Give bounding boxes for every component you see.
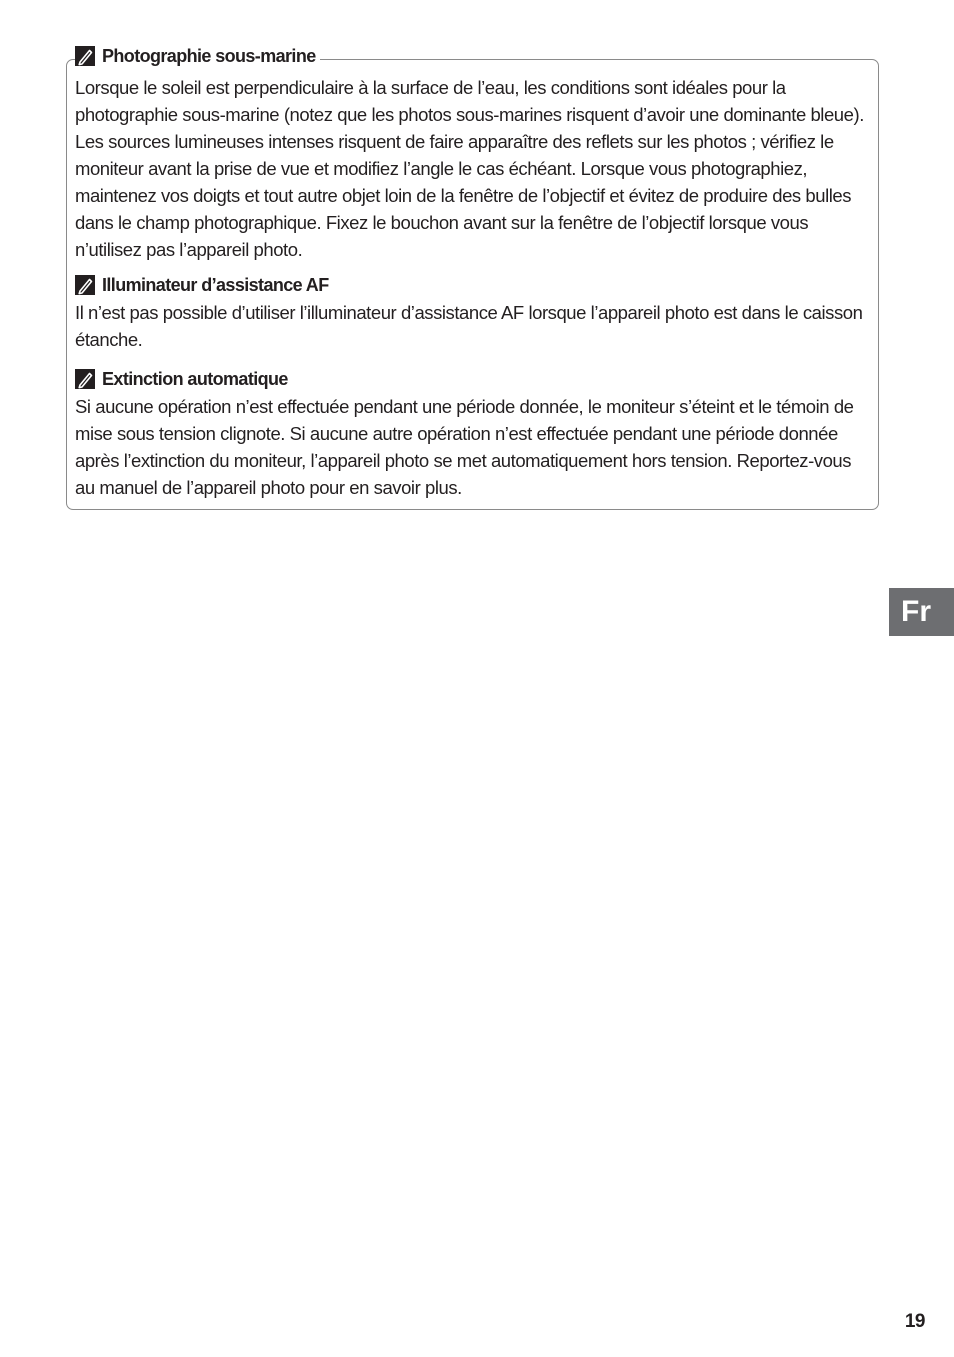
note-title-text: Illuminateur d’assistance AF	[102, 274, 329, 295]
page-number: 19	[904, 1311, 925, 1332]
pencil-note-icon	[75, 46, 95, 66]
note-title-underwater	[75, 45, 320, 67]
note-underwater	[75, 45, 875, 263]
note-body: Lorsque le soleil est perpendiculaire à la surface de l’eau, les conditions sont idéales pour la photographie sous-marine (notez que les photos sous-marines risquent d’avoir une dominante bleue). Les sources lumineuses intenses risquent de faire apparaître des reflets sur les photos ; vérifiez le moniteur avant la prise de vue et modifiez l’angle le cas échéant. Lorsque vous photographiez, maintenez vos doigts et tout autre objet loin de la fenêtre de l’objectif et évitez de produire des bulles dans le champ photographique. Fixez le bouchon avant sur la fenêtre de l’objectif lorsque vous n’utilisez pas l’appareil photo.	[75, 77, 864, 260]
note-title-text: Photographie sous-marine	[102, 45, 316, 66]
note-af-illuminator	[75, 274, 875, 353]
language-tab: Fr	[889, 588, 954, 636]
note-title-af-illuminator	[75, 274, 875, 296]
pencil-note-icon	[75, 369, 95, 389]
pencil-note-icon	[75, 275, 95, 295]
note-body: Si aucune opération n’est effectuée pendant une période donnée, le moniteur s’éteint et le témoin de mise sous tension clignote. Si aucune autre opération n’est effectuée pendant une période donnée après l’extinction du moniteur, l’appareil photo se met automatiquement hors tension. Reportez-vous au manuel de l’appareil photo pour en savoir plus.	[75, 396, 854, 498]
note-title-text: Extinction automatique	[102, 368, 288, 389]
note-auto-off	[75, 368, 875, 501]
note-body: Il n’est pas possible d’utiliser l’illuminateur d’assistance AF lorsque l’appareil photo est dans le caisson étanche.	[75, 302, 863, 350]
note-title-auto-off	[75, 368, 875, 390]
